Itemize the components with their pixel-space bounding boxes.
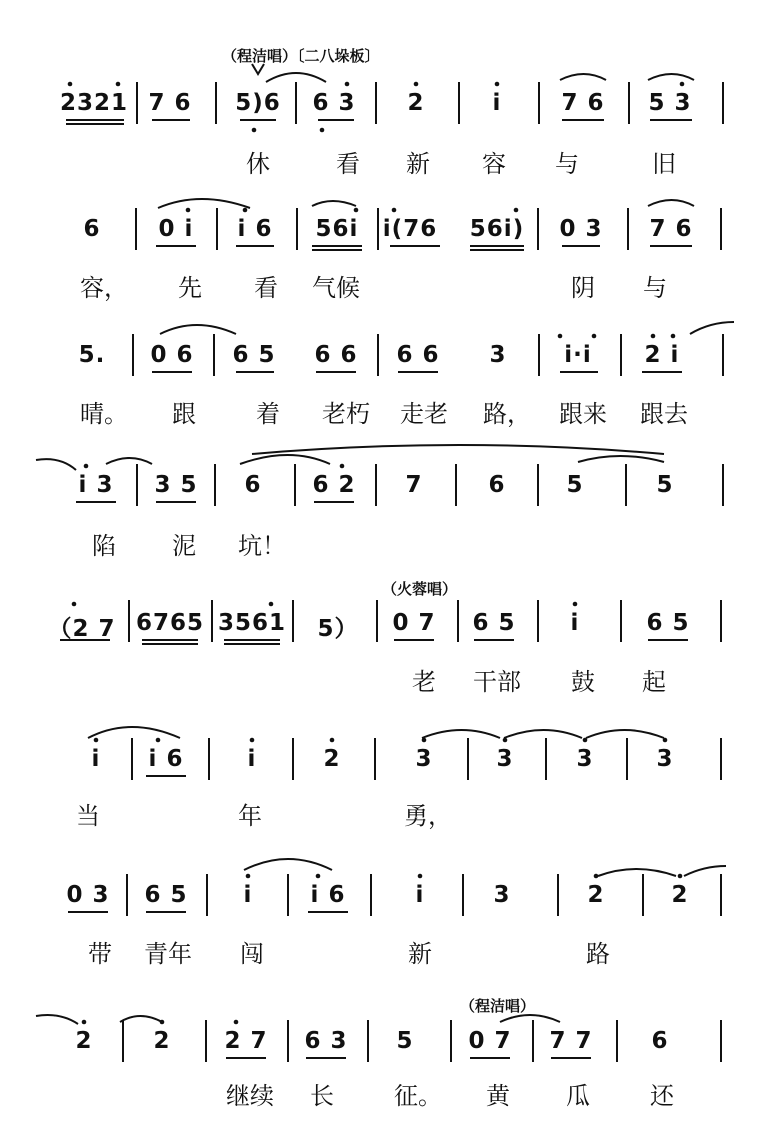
octave-dot <box>573 602 578 607</box>
note-group: i <box>91 746 101 772</box>
octave-dot <box>72 602 77 607</box>
barline <box>208 738 210 780</box>
slur <box>504 730 582 738</box>
lyric: 黄 <box>486 1082 510 1110</box>
slur <box>648 74 694 80</box>
octave-dot <box>558 334 563 339</box>
lyric: 跟 <box>172 400 196 428</box>
note-group: 2 i <box>644 342 680 368</box>
octave-dot <box>269 602 274 607</box>
note-group: i 6 <box>310 882 346 908</box>
barline <box>616 1020 618 1062</box>
lyric: 坑！ <box>238 532 286 560</box>
lyric: 当 <box>76 802 100 830</box>
slur <box>244 859 332 870</box>
note-group: 3 5 <box>154 472 198 498</box>
barline <box>720 208 722 250</box>
lyric: 与 <box>643 274 667 302</box>
lyric: 看 <box>336 150 360 178</box>
note-group: 3 <box>489 342 507 368</box>
octave-dot <box>116 82 121 87</box>
lyric: 休 <box>246 150 270 178</box>
barline <box>455 464 457 506</box>
lyric: 老朽 <box>322 400 370 428</box>
barline <box>211 600 213 642</box>
barline <box>136 464 138 506</box>
octave-dot <box>316 874 321 879</box>
performer-annotation-cheng-jie: （程洁唱）〔二八垛板〕 <box>222 47 380 65</box>
barline <box>722 82 724 124</box>
lyric: 瓜 <box>566 1082 590 1110</box>
lyric: 跟去 <box>640 400 688 428</box>
note-group: 3 <box>493 882 511 908</box>
octave-dot <box>503 738 508 743</box>
low-octave-dot <box>252 128 257 133</box>
barline <box>462 874 464 916</box>
note-group: i <box>247 746 257 772</box>
slur <box>422 730 500 738</box>
lyric: 带 <box>88 940 112 968</box>
lyric: 容 <box>482 150 506 178</box>
barline <box>375 82 377 124</box>
barline <box>720 738 722 780</box>
lyric: 年 <box>238 802 262 830</box>
note-group: 0 3 <box>66 882 110 908</box>
slur <box>578 456 664 462</box>
lyric: 青年 <box>144 940 192 968</box>
note-group: 7 6 <box>561 90 605 116</box>
barline <box>545 738 547 780</box>
lyric: 起 <box>642 668 666 696</box>
slur <box>36 459 76 470</box>
note-group: 6 3 <box>312 90 356 116</box>
octave-dot <box>671 334 676 339</box>
octave-dot <box>583 738 588 743</box>
note-group: 7 6 <box>649 216 693 242</box>
lyric: 泥 <box>172 532 196 560</box>
barline <box>377 334 379 376</box>
octave-dot <box>594 874 599 879</box>
barline <box>450 1020 452 1062</box>
note-group: i 3 <box>78 472 114 498</box>
note-group: 0 7 <box>468 1028 512 1054</box>
lyric: 着 <box>256 400 280 428</box>
slur <box>690 322 734 334</box>
octave-dot <box>340 464 345 469</box>
barline <box>620 334 622 376</box>
lyric: 新 <box>408 940 432 968</box>
lyric: 路 <box>586 940 610 968</box>
note-group: 0 6 <box>150 342 194 368</box>
lyric: 陷 <box>92 532 116 560</box>
note-group: 6 <box>244 472 262 498</box>
octave-dot <box>514 208 519 213</box>
slur <box>120 1016 162 1022</box>
barline <box>720 1020 722 1062</box>
slur <box>312 201 356 206</box>
octave-dot <box>94 738 99 743</box>
barline <box>287 1020 289 1062</box>
note-group: 5 <box>656 472 674 498</box>
note-group: （2 7 <box>48 616 116 642</box>
note-group: 0 3 <box>559 216 603 242</box>
lyric: 干部 <box>473 668 521 696</box>
barline <box>287 874 289 916</box>
barline <box>625 464 627 506</box>
note-group: 2 <box>323 746 341 772</box>
barline <box>626 738 628 780</box>
note-group: 2 <box>75 1028 93 1054</box>
barline <box>135 208 137 250</box>
note-group: 5)6 <box>235 90 281 116</box>
note-group: 6 6 <box>314 342 358 368</box>
note-group: i <box>243 882 253 908</box>
note-group: 2 <box>671 882 689 908</box>
note-group: 2 <box>407 90 425 116</box>
barline <box>722 464 724 506</box>
barline <box>292 600 294 642</box>
lyric: 阴 <box>571 274 595 302</box>
barline <box>131 738 133 780</box>
note-group: i <box>570 610 580 636</box>
slur <box>36 1015 78 1024</box>
lyric: 继续 <box>226 1082 274 1110</box>
barline <box>296 208 298 250</box>
barline <box>537 464 539 506</box>
barline <box>537 208 539 250</box>
note-group: 3 <box>576 746 594 772</box>
barline <box>292 738 294 780</box>
barline <box>627 208 629 250</box>
octave-dot <box>663 738 668 743</box>
octave-dot <box>186 208 191 213</box>
note-group: i <box>415 882 425 908</box>
note-group: i <box>492 90 502 116</box>
low-octave-dot <box>320 128 325 133</box>
barline <box>132 334 134 376</box>
note-group: 6 2 <box>312 472 356 498</box>
note-group: 6 6 <box>396 342 440 368</box>
note-group: i 6 <box>237 216 273 242</box>
lyric: 老 <box>412 668 436 696</box>
octave-dot <box>160 1020 165 1025</box>
octave-dot <box>354 208 359 213</box>
note-group: 2 7 <box>224 1028 268 1054</box>
barline <box>374 738 376 780</box>
note-group: 5 3 <box>648 90 692 116</box>
octave-dot <box>68 82 73 87</box>
octave-dot <box>592 334 597 339</box>
note-group: i 6 <box>148 746 184 772</box>
slur <box>240 455 330 464</box>
note-group: 7 6 <box>148 90 192 116</box>
slur <box>158 199 250 208</box>
barline <box>128 600 130 642</box>
barline <box>122 1020 124 1062</box>
note-group: i·i <box>564 342 592 368</box>
note-group: 5 <box>396 1028 414 1054</box>
lyric: 容， <box>80 274 128 302</box>
performer-annotation-huo-rong: （火蓉唱） <box>382 580 458 598</box>
slur <box>598 869 676 876</box>
barline <box>458 82 460 124</box>
lyric: 走老 <box>400 400 448 428</box>
note-group: 2321 <box>59 90 129 116</box>
note-group: 6 3 <box>304 1028 348 1054</box>
barline <box>620 600 622 642</box>
octave-dot <box>156 738 161 743</box>
note-group: 3561 <box>217 610 287 636</box>
octave-dot <box>418 874 423 879</box>
barline <box>215 82 217 124</box>
slur <box>500 1015 560 1022</box>
barline <box>205 1020 207 1062</box>
slur <box>106 458 152 464</box>
lyric: 还 <box>650 1082 674 1110</box>
lyric: 气候 <box>312 274 360 302</box>
note-group: 5 <box>566 472 584 498</box>
octave-dot <box>84 464 89 469</box>
octave-dot <box>246 874 251 879</box>
octave-dot <box>414 82 419 87</box>
slur <box>266 73 326 82</box>
barline <box>213 334 215 376</box>
slur <box>648 200 694 206</box>
barline <box>457 600 459 642</box>
octave-dot <box>330 738 335 743</box>
note-group: 6 <box>83 216 101 242</box>
octave-dot <box>250 738 255 743</box>
octave-dot <box>680 82 685 87</box>
slur <box>560 74 606 80</box>
barline <box>720 874 722 916</box>
octave-dot <box>234 1020 239 1025</box>
note-group: 7 7 <box>549 1028 593 1054</box>
barline <box>216 208 218 250</box>
barline <box>214 464 216 506</box>
barline <box>537 600 539 642</box>
performer-annotation-cheng-jie-2: （程洁唱） <box>460 997 536 1015</box>
octave-dot <box>651 334 656 339</box>
barline <box>367 1020 369 1062</box>
note-group: 3 <box>656 746 674 772</box>
lyric: 勇， <box>404 802 452 830</box>
lyric: 与 <box>555 150 579 178</box>
barline <box>377 208 379 250</box>
octave-dot <box>495 82 500 87</box>
lyric: 旧 <box>652 150 676 178</box>
note-group: 3 <box>415 746 433 772</box>
barline <box>375 464 377 506</box>
note-group: 6 <box>488 472 506 498</box>
slur <box>88 727 180 738</box>
barline <box>557 874 559 916</box>
octave-dot <box>392 208 397 213</box>
barline <box>628 82 630 124</box>
barline <box>532 1020 534 1062</box>
octave-dot <box>422 738 427 743</box>
note-group: i(76 <box>382 216 438 242</box>
lyric: 看 <box>254 274 278 302</box>
note-group: 6 5 <box>144 882 188 908</box>
note-group: 56i <box>315 216 359 242</box>
barline <box>722 334 724 376</box>
octave-dot <box>345 82 350 87</box>
lyric: 跟来 <box>559 400 607 428</box>
lyric: 新 <box>406 150 430 178</box>
lyric: 闯 <box>240 940 264 968</box>
barline <box>376 600 378 642</box>
barline <box>538 82 540 124</box>
note-group: 6 5 <box>646 610 690 636</box>
slur <box>586 730 664 738</box>
note-group: 5） <box>317 616 359 642</box>
barline <box>136 82 138 124</box>
octave-dot <box>678 874 683 879</box>
note-group: 6765 <box>135 610 205 636</box>
lyric: 晴。 <box>80 400 128 428</box>
note-group: 0 7 <box>392 610 436 636</box>
note-group: 6 5 <box>472 610 516 636</box>
barline <box>370 874 372 916</box>
slur <box>160 325 236 334</box>
note-group: 2 <box>587 882 605 908</box>
octave-dot <box>82 1020 87 1025</box>
lyric: 长 <box>310 1082 334 1110</box>
note-group: 2 <box>153 1028 171 1054</box>
barline <box>467 738 469 780</box>
barline <box>126 874 128 916</box>
note-group: 6 5 <box>232 342 276 368</box>
barline <box>294 464 296 506</box>
note-group: 6 <box>651 1028 669 1054</box>
lyric: 征。 <box>394 1082 442 1110</box>
barline <box>295 82 297 124</box>
barline <box>642 874 644 916</box>
note-group: 5. <box>78 342 106 368</box>
note-group: 56i) <box>469 216 525 242</box>
barline <box>206 874 208 916</box>
note-group: 3 <box>496 746 514 772</box>
slur <box>252 445 664 454</box>
lyric: 鼓 <box>571 668 595 696</box>
barline <box>720 600 722 642</box>
note-group: 7 <box>405 472 423 498</box>
lyric: 先 <box>178 274 202 302</box>
barline <box>538 334 540 376</box>
lyric: 路， <box>483 400 531 428</box>
note-group: 0 i <box>158 216 194 242</box>
octave-dot <box>243 208 248 213</box>
